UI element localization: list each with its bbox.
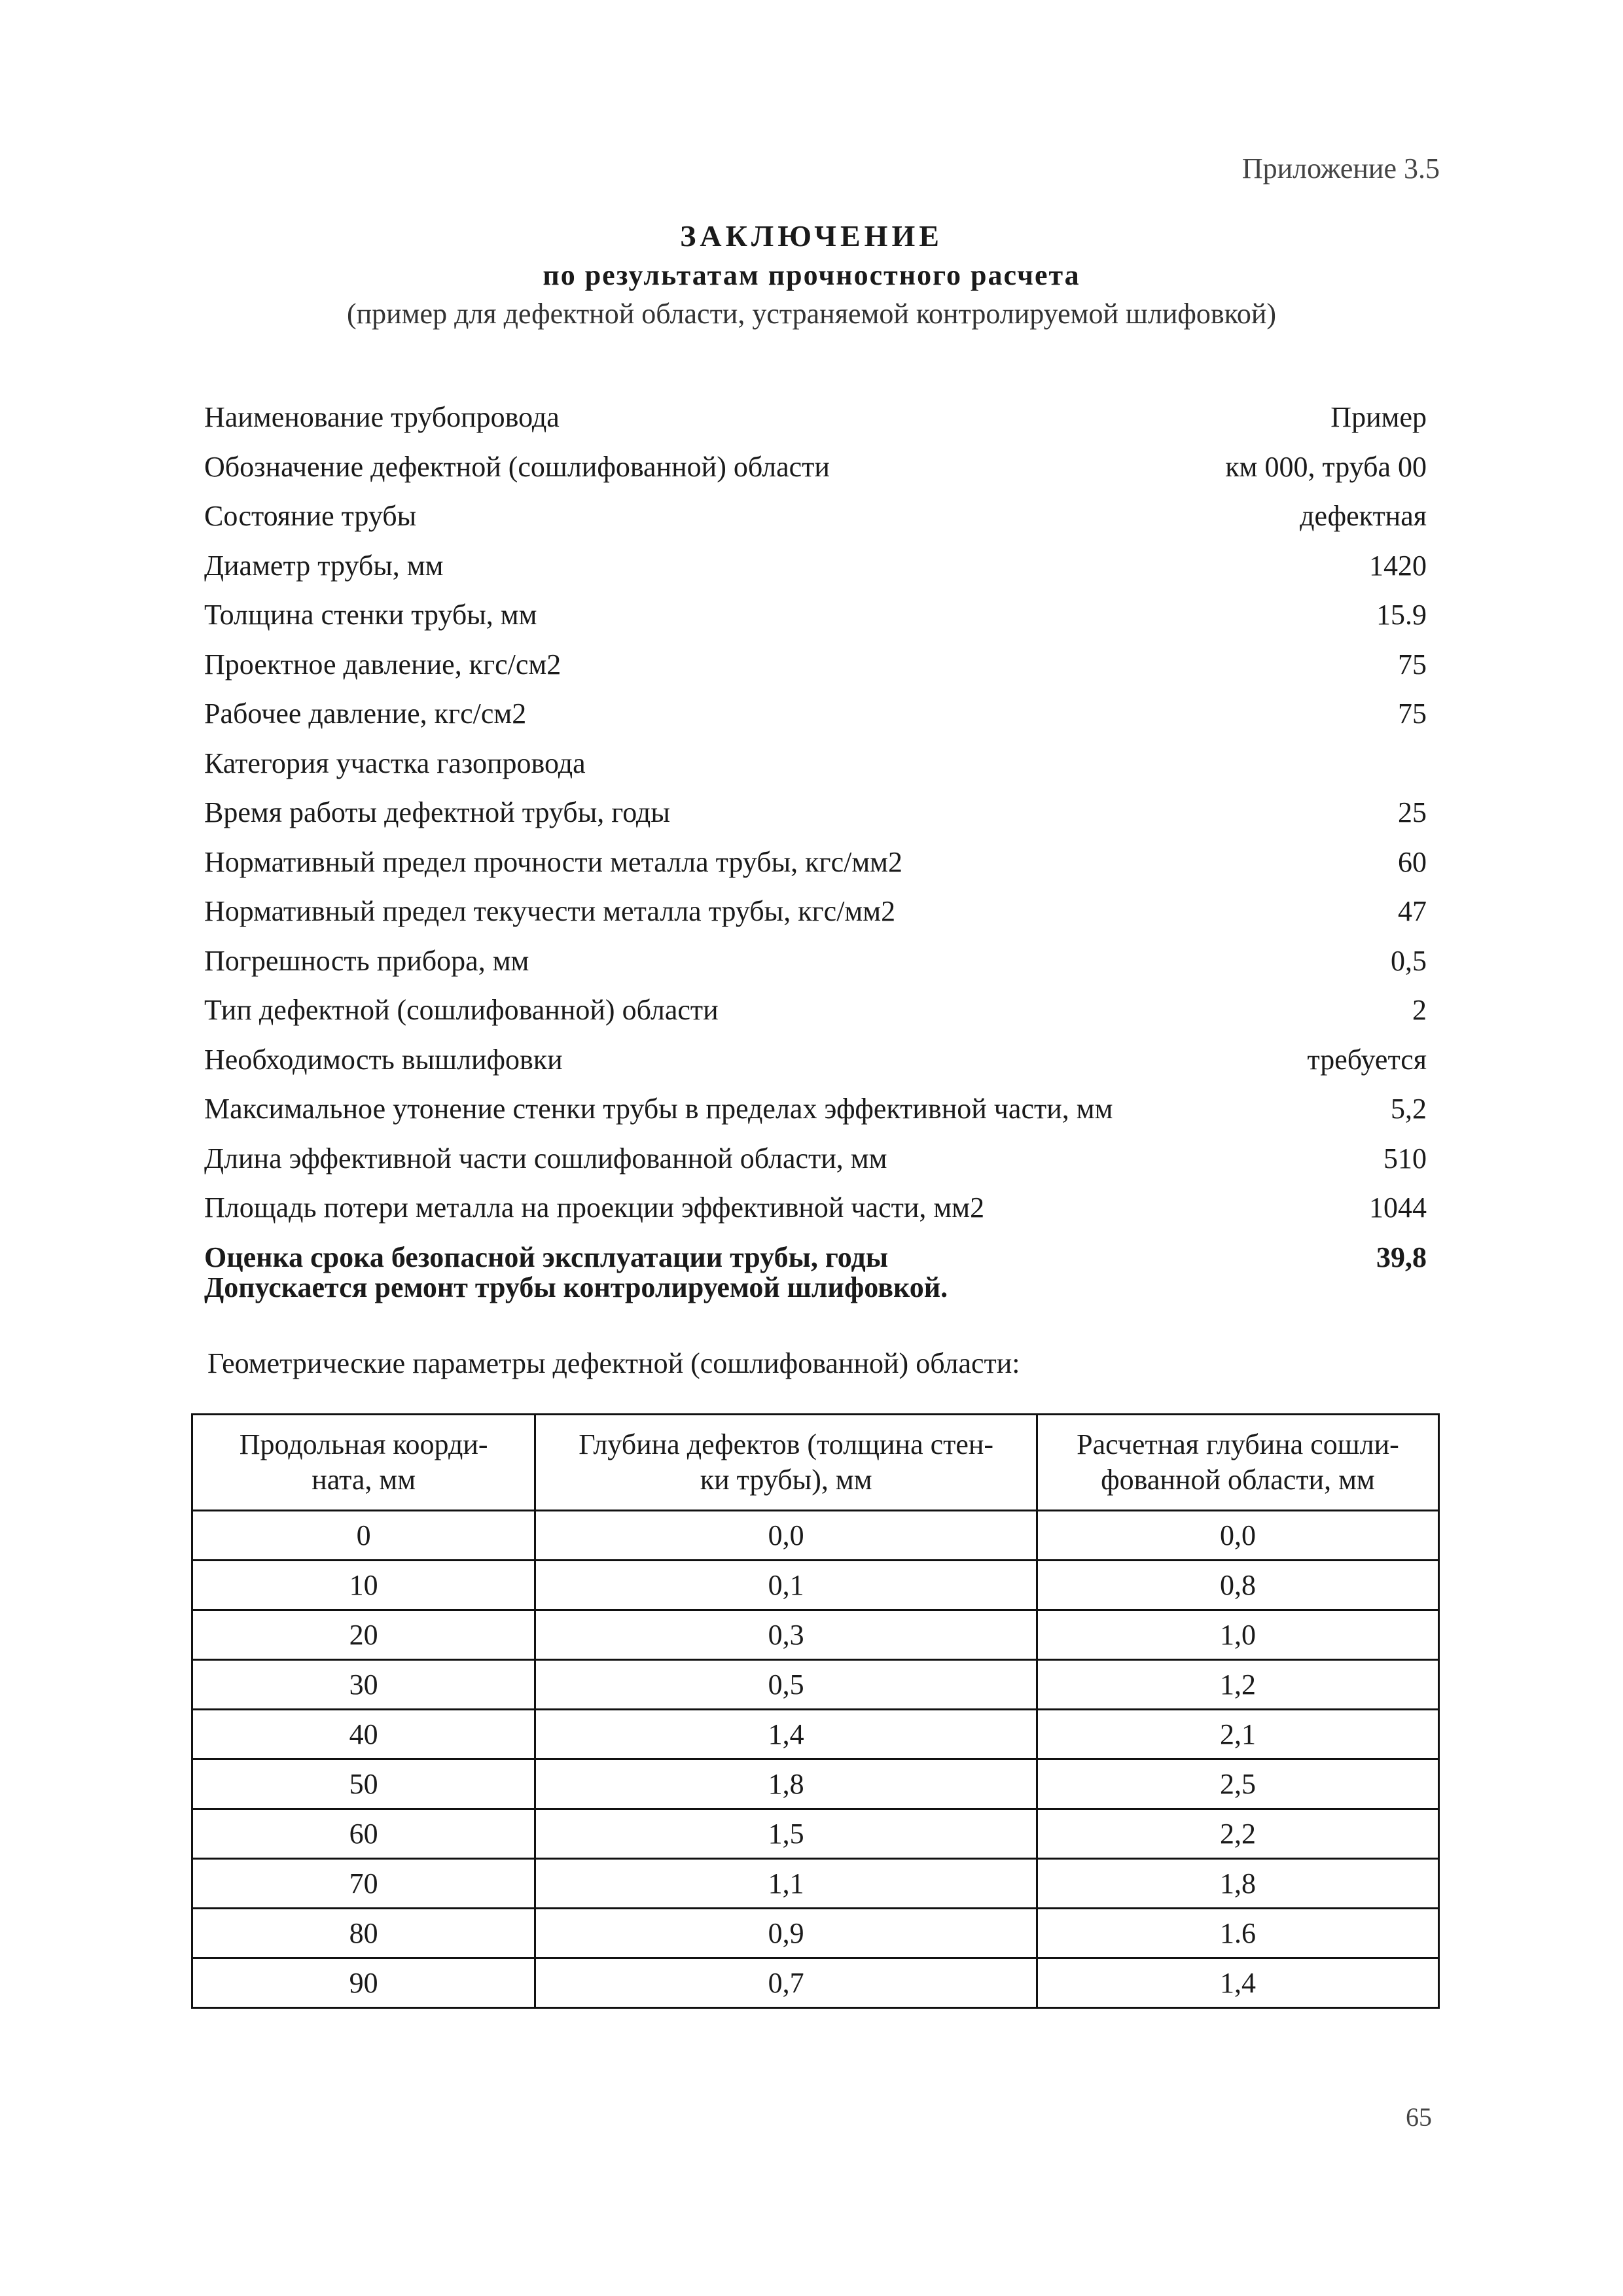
parameter-list <box>204 393 1427 1282</box>
column-header-line: ната, мм <box>312 1464 416 1496</box>
parameter-value: Пример <box>1330 401 1427 433</box>
column-header-line: Глубина дефектов (толщина стен- <box>579 1428 994 1460</box>
column-header-line: фованной области, мм <box>1101 1464 1375 1496</box>
parameter-label: Оценка срока безопасной эксплуатации трубы, годы <box>204 1241 889 1273</box>
column-header-line: Расчетная глубина сошли- <box>1077 1428 1399 1460</box>
parameter-row <box>204 393 1427 442</box>
parameter-value: 1420 <box>1369 549 1427 582</box>
table-cell: 2,5 <box>1037 1759 1438 1809</box>
table-cell: 2,2 <box>1037 1809 1438 1859</box>
parameter-value: 60 <box>1398 845 1427 878</box>
document-title: ЗАКЛЮЧЕНИЕ <box>680 219 943 253</box>
table-row <box>192 1759 1439 1809</box>
column-header-line: ки трубы), мм <box>700 1464 872 1496</box>
table-row <box>192 1561 1439 1610</box>
table-cell: 0 <box>192 1511 535 1561</box>
parameter-label: Время работы дефектной трубы, годы <box>204 796 670 828</box>
parameter-label: Нормативный предел текучести металла трубы, кгс/мм2 <box>204 895 896 927</box>
table-cell: 1,8 <box>535 1759 1037 1809</box>
parameter-label: Диаметр трубы, мм <box>204 549 444 582</box>
table-cell: 90 <box>192 1958 535 2008</box>
parameter-value: требуется <box>1307 1043 1427 1076</box>
table-cell: 1,4 <box>535 1710 1037 1759</box>
parameter-value: 25 <box>1398 796 1427 828</box>
geometry-title: Геометрические параметры дефектной (сошлифованной) области: <box>207 1347 1020 1379</box>
parameter-value: км 000, труба 00 <box>1225 450 1427 483</box>
table-cell: 0,7 <box>535 1958 1037 2008</box>
parameter-row <box>204 640 1427 690</box>
table-cell: 20 <box>192 1610 535 1660</box>
parameter-row <box>204 442 1427 492</box>
table-cell: 2,1 <box>1037 1710 1438 1759</box>
parameter-row <box>204 590 1427 640</box>
table-body <box>192 1511 1439 2008</box>
parameter-row <box>204 689 1427 739</box>
appendix-label: Приложение 3.5 <box>1241 152 1440 185</box>
column-header <box>192 1415 535 1511</box>
table-cell: 0,0 <box>535 1511 1037 1561</box>
parameter-label: Наименование трубопровода <box>204 401 560 433</box>
table-cell: 1,4 <box>1037 1958 1438 2008</box>
parameter-label: Длина эффективной части сошлифованной области, мм <box>204 1142 887 1174</box>
parameter-value: 39,8 <box>1376 1241 1427 1273</box>
parameter-row <box>204 788 1427 838</box>
table-cell: 70 <box>192 1859 535 1909</box>
table-row <box>192 1958 1439 2008</box>
parameter-value: 47 <box>1398 895 1427 927</box>
table-cell: 1,5 <box>535 1809 1037 1859</box>
parameter-value: 5,2 <box>1391 1093 1427 1125</box>
table-cell: 0,3 <box>535 1610 1037 1660</box>
parameter-value: 15.9 <box>1376 599 1427 631</box>
parameter-value: 2 <box>1412 994 1427 1026</box>
parameter-label: Площадь потери металла на проекции эффективной части, мм2 <box>204 1192 985 1224</box>
parameter-label: Обозначение дефектной (сошлифованной) области <box>204 450 830 483</box>
table-cell: 40 <box>192 1710 535 1759</box>
column-header <box>535 1415 1037 1511</box>
page-number: 65 <box>1406 2102 1432 2132</box>
table-row <box>192 1610 1439 1660</box>
table-cell: 1,1 <box>535 1859 1037 1909</box>
parameter-label: Категория участка газопровода <box>204 747 586 779</box>
column-header-line: Продольная коорди- <box>239 1428 488 1460</box>
parameter-label: Состояние трубы <box>204 500 417 532</box>
parameter-label: Проектное давление, кгс/см2 <box>204 648 562 680</box>
table-row <box>192 1660 1439 1710</box>
table-cell: 0,8 <box>1037 1561 1438 1610</box>
table-row <box>192 1809 1439 1859</box>
document-subtitle: по результатам прочностного расчета <box>543 259 1080 291</box>
parameter-label: Толщина стенки трубы, мм <box>204 599 537 631</box>
parameter-value: 75 <box>1398 698 1427 730</box>
parameter-label: Максимальное утонение стенки трубы в пределах эффективной части, мм <box>204 1093 1113 1125</box>
parameter-label: Нормативный предел прочности металла трубы, кгс/мм2 <box>204 845 903 878</box>
table-cell: 10 <box>192 1561 535 1610</box>
parameter-label: Тип дефектной (сошлифованной) области <box>204 994 719 1026</box>
parameter-value: 1044 <box>1369 1192 1427 1224</box>
table-cell: 30 <box>192 1660 535 1710</box>
table-cell: 1,8 <box>1037 1859 1438 1909</box>
table-cell: 1.6 <box>1037 1909 1438 1958</box>
parameter-row <box>204 491 1427 541</box>
document-subnote: (пример для дефектной области, устраняемой контролируемой шлифовкой) <box>346 298 1277 330</box>
parameter-row <box>204 1183 1427 1233</box>
parameter-row <box>204 541 1427 591</box>
parameter-row <box>204 936 1427 986</box>
column-header <box>1037 1415 1438 1511</box>
parameter-value: 75 <box>1398 648 1427 680</box>
table-row <box>192 1710 1439 1759</box>
geometry-table <box>191 1413 1440 2009</box>
parameter-value: дефектная <box>1300 500 1427 532</box>
parameter-row <box>204 1134 1427 1184</box>
table-cell: 0,0 <box>1037 1511 1438 1561</box>
table-cell: 1,0 <box>1037 1610 1438 1660</box>
parameter-row <box>204 985 1427 1035</box>
table-cell: 60 <box>192 1809 535 1859</box>
table-cell: 0,1 <box>535 1561 1037 1610</box>
conclusion-text: Допускается ремонт трубы контролируемой шлифовкой. <box>204 1271 948 1303</box>
parameter-value: 0,5 <box>1391 944 1427 977</box>
parameter-row <box>204 838 1427 887</box>
parameter-row <box>204 1035 1427 1085</box>
table-cell: 80 <box>192 1909 535 1958</box>
table-cell: 1,2 <box>1037 1660 1438 1710</box>
parameter-row <box>204 1084 1427 1134</box>
title-block <box>0 216 1623 334</box>
table-row <box>192 1859 1439 1909</box>
parameter-row <box>204 739 1427 788</box>
table-cell: 0,9 <box>535 1909 1037 1958</box>
table-cell: 0,5 <box>535 1660 1037 1710</box>
table-row <box>192 1909 1439 1958</box>
parameter-label: Рабочее давление, кгс/см2 <box>204 698 527 730</box>
parameter-value: 510 <box>1383 1142 1427 1174</box>
table-header-row <box>192 1415 1439 1511</box>
parameter-label: Погрешность прибора, мм <box>204 944 529 977</box>
table-row <box>192 1511 1439 1561</box>
table-cell: 50 <box>192 1759 535 1809</box>
parameter-label: Необходимость вышлифовки <box>204 1043 563 1076</box>
parameter-row <box>204 887 1427 936</box>
